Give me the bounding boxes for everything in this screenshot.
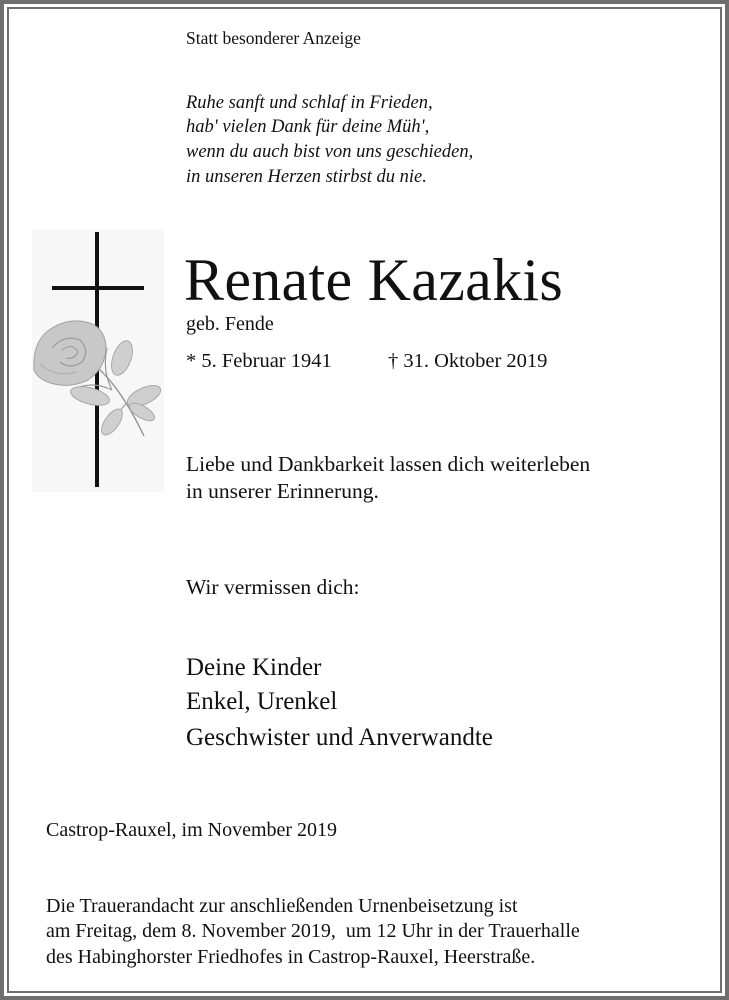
notice-label: Statt besonderer Anzeige	[186, 28, 361, 48]
message-line: in unserer Erinnerung.	[186, 479, 379, 503]
mourner-line: Deine Kinder	[186, 654, 322, 681]
deceased-name: Renate Kazakis	[184, 247, 564, 313]
verse-line: hab' vielen Dank für deine Müh',	[186, 117, 430, 137]
mourner-line: Geschwister und Anverwandte	[186, 724, 493, 751]
place-date: Castrop-Rauxel, im November 2019	[46, 819, 338, 841]
verse-line: wenn du auch bist von uns geschieden,	[186, 142, 474, 162]
verse-line: in unseren Herzen stirbst du nie.	[186, 167, 427, 187]
birth-date: * 5. Februar 1941	[186, 350, 332, 372]
miss-line: Wir vermissen dich:	[186, 575, 360, 599]
ceremony-line: am Freitag, dem 8. November 2019, um 12 Uhr in der Trauerhalle	[46, 920, 580, 942]
ceremony-line: Die Trauerandacht zur anschließenden Urnenbeisetzung ist	[46, 895, 518, 917]
cross-with-rose-icon	[32, 230, 164, 492]
verse-line: Ruhe sanft und schlaf in Frieden,	[186, 93, 433, 113]
ceremony-line: des Habinghorster Friedhofes in Castrop-Rauxel, Heerstraße.	[46, 946, 536, 968]
mourner-line: Enkel, Urenkel	[186, 688, 338, 715]
death-date: † 31. Oktober 2019	[388, 350, 548, 372]
maiden-name: geb. Fende	[186, 313, 274, 335]
message-line: Liebe und Dankbarkeit lassen dich weiterleben	[186, 452, 591, 476]
